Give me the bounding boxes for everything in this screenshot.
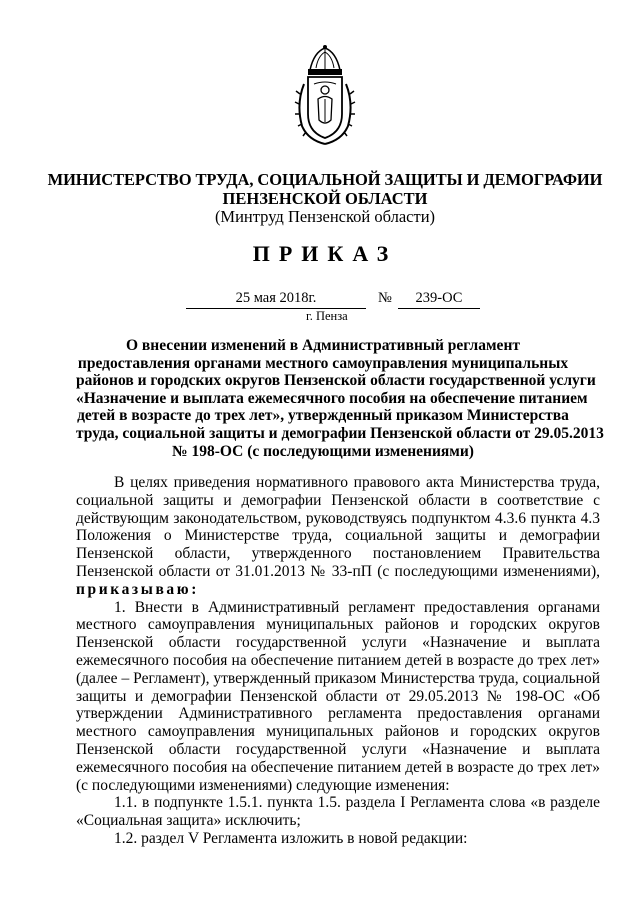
item-1-paragraph: 1. Внести в Административный регламент предоставления органами местного самоуправления муниципальных районов и городских округов Пензенской области государственной услуги «Назначение и выплата ежемесячного пособия на обеспечение питанием детей в возрасте до трех лет» (далее – Регламент), утвержденный приказом Министерства труда, социальной защиты и демографии Пензенской области от 29.05.2013 № 198-ОС «Об утверждении Административного регламента предоставления органами местного самоуправления муниципальных районов и городских округов Пензенской области государственной услуги «Назначение и выплата ежемесячного пособия на обеспечение питанием детей в возрасте до трех лет» (с последующими изменениями) следующие изменения: <box>76 598 600 794</box>
item-1-1-paragraph: 1.1. в подпункте 1.5.1. пункта 1.5. раздела I Регламента слова «в разделе «Социальная защита» исключить; <box>76 794 600 830</box>
document-body <box>76 474 600 848</box>
order-word: приказываю: <box>76 580 199 598</box>
ministry-name-line2: ПЕНЗЕНСКОЙ ОБЛАСТИ <box>222 189 428 208</box>
title-line: «Назначение и выплата ежемесячного пособия на обеспечение питанием <box>76 389 588 407</box>
title-line: районов и городских округов Пензенской области государственной услуги <box>76 372 596 390</box>
title-line: детей в возрасте до трех лет», утвержденный приказом Министерства <box>77 407 569 425</box>
item-1-2-paragraph: 1.2. раздел V Регламента изложить в новой редакции: <box>114 829 468 847</box>
document-title <box>76 337 604 460</box>
order-number-sign: № <box>378 290 392 306</box>
ministry-short-name: (Минтруд Пензенской области) <box>214 207 436 226</box>
order-date: 25 мая 2018г. <box>186 290 366 309</box>
title-line: О внесении изменений в Административный регламент <box>126 337 520 354</box>
order-city: г. Пенза <box>306 309 348 323</box>
ministry-name-line1: МИНИСТЕРСТВО ТРУДА, СОЦИАЛЬНОЙ ЗАЩИТЫ И ДЕМОГРАФИИ <box>47 170 603 189</box>
title-line: № 198-ОС (с последующими изменениями) <box>172 442 474 460</box>
order-number: 239-ОС <box>398 290 480 309</box>
title-line: предоставления органами местного самоуправления муниципальных <box>77 354 569 372</box>
preamble-text: В целях приведения нормативного правового акта Министерства труда, социальной защиты и демографии Пензенской области в соответствие с действующим законодательством, руководствуясь подпунктом 4.3.6 пункта 4.3 Положения о Министерстве труда, социальной защиты и демографии Пензенской области, утвержденного постановлением Правительства Пензенской области от 31.01.2013 № 33-пП (с последующими изменениями), <box>76 474 600 580</box>
order-heading: ПРИКАЗ <box>252 241 398 266</box>
title-line: труда, социальной защиты и демографии Пензенской области от 29.05.2013 <box>76 424 604 442</box>
coat-of-arms-icon <box>294 44 356 148</box>
preamble-paragraph <box>76 474 600 599</box>
